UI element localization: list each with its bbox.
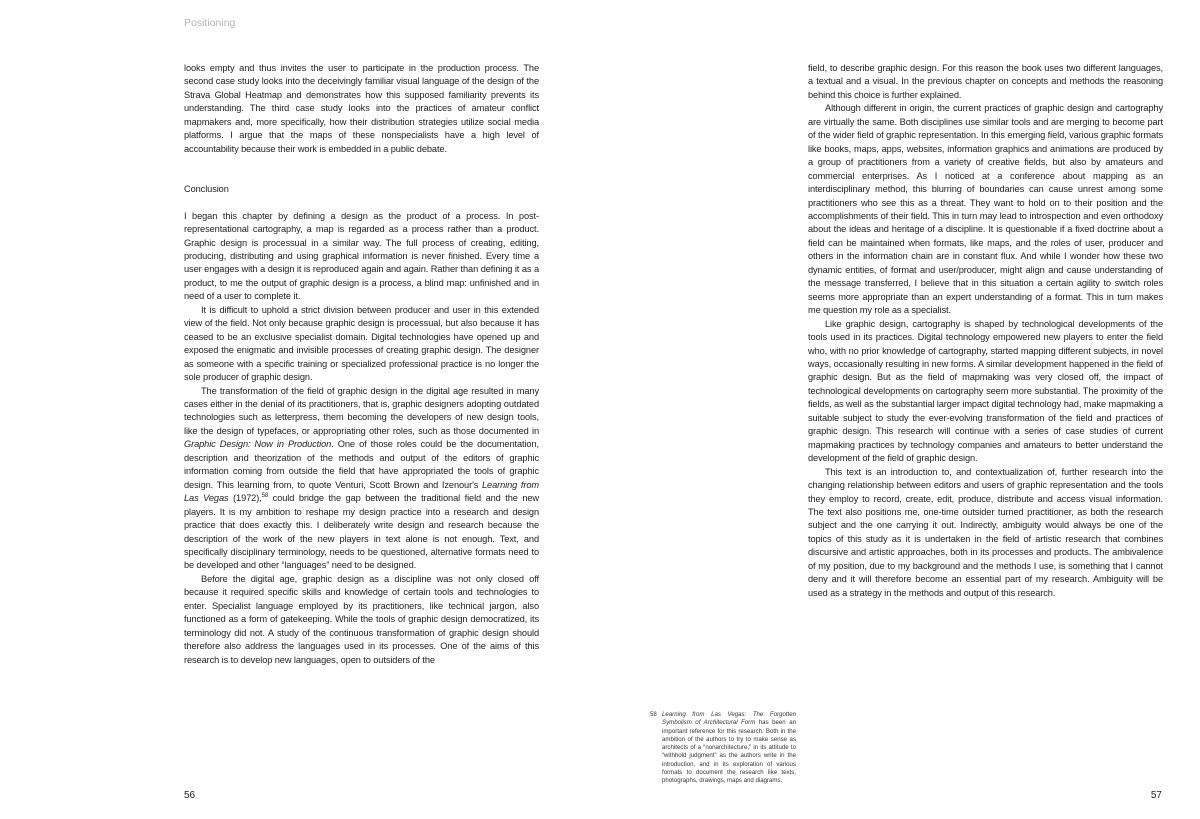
footnote-body: has been an important reference for this research. Both in the ambition of the authors to try to make sense as architects of a “nonarchitecture,” in its attitude to “withhold judgment” as the authors write in the introduction, and in its exploration of various formats to document the research like texts, photographs, drawings, maps and diagrams.	[662, 719, 796, 785]
footnote-number: 58	[650, 711, 657, 718]
footnote-book-title: Learning from Las Vegas: The Forgotten Symbolism of Architectural Form	[662, 711, 796, 727]
text-run: could bridge the gap between the traditional field and the new players. It is my ambition to reshape my design practice into a research and design practice that does exactly this. I deliberately write design and research because the description of the work of the new players in text alone is not enough. Text, and specifically disciplinary terminology, needs to be questioned, alternative formats need to be developed and other “languages” need to be designed.	[184, 493, 539, 571]
body-paragraph	[184, 385, 539, 573]
footnote	[650, 711, 796, 786]
body-paragraph: Although different in origin, the current practices of graphic design and cartography are virtually the same. Both disciplines use similar tools and are merging to become part of the wider field of graphic representation. In this emerging field, various graphic formats like books, maps, apps, websites, information graphics and animations are produced by a group of practitioners from a variety of creative fields, but also by amateurs and commercial enterprises. As I noticed at a conference about mapping as an interdisciplinary method, this blurring of boundaries can cause unrest among some practitioners who see this as a threat. They want to hold on to their position and the accomplishments of their field. This in turn may lead to introspection and even orthodoxy about the ideas and heritage of a discipline. It is questionable if a fixed doctrine about a field can be maintained when formats, like maps, and the roles of user, producer and others in the information chain are in constant flux. And while I wonder how these two dynamic entities, of format and user/producer, might align and cause understanding of the message transferred, I believe that in this situation a certain agility to switch roles seems more appropriate than an expert understanding of a format. This in turn makes me question my role as a specialist.	[808, 103, 1163, 316]
body-paragraph: Before the digital age, graphic design as a discipline was not only closed off because it required specific skills and knowledge of certain tools and technologies to enter. Specialist language employed by its practitioners, like technical jargon, also functioned as a form of gatekeeping. While the tools of graphic design democratized, its terminology did not. A study of the continuous transformation of graphic design should therefore also address the languages used in its processes. One of the aims of this research is to develop new languages, open to outsiders of the	[184, 573, 539, 665]
text-run: (1972),	[228, 493, 262, 504]
intro-paragraph: looks empty and thus invites the user to participate in the production process. The second case study looks into the deceivingly familiar visual language of the design of the Strava Global Heatmap and demonstrates how this supposed familiarity prevents its understanding. The third case study looks into the practices of amateur conflict mapmakers and, more specifically, how their distribution strategies utilize social media platforms. I argue that the maps of these nonspecialists have a high level of accountability because their work is embedded in a public debate.	[184, 63, 539, 154]
right-text-column	[808, 62, 1163, 600]
book-title: Graphic Design: Now in Production	[184, 439, 332, 450]
body-paragraph: field, to describe graphic design. For this reason the book uses two different languages, a textual and a visual. In the previous chapter on concepts and methods the reasoning behind this choice is further explained.	[808, 63, 1163, 100]
text-run: The transformation of the field of graphic design in the digital age resulted in many cases either in the denial of its practitioners, that is, graphic designers adopting outdated technologies such as letterpress, them becoming the developers of new design tools, like the design of typefaces, or appropriating other roles, such as those documented in	[184, 385, 539, 436]
page-number-right: 57	[1150, 790, 1162, 801]
footnote-text	[662, 711, 796, 786]
running-head: Positioning	[184, 17, 236, 29]
left-text-column	[184, 62, 539, 667]
footnote-reference[interactable]: 58	[261, 493, 269, 500]
body-paragraph: I began this chapter by defining a design as the product of a process. In post-representational cartography, a map is regarded as a process rather than a product. Graphic design is processual in a similar way. The full process of creating, editing, producing, distributing and using graphical information is never finished. Every time a user engages with a design it is reproduced again and again. Rather than defining it as a product, to me the output of graphic design is a process, a blind map: unfinished and in need of a user to complete it.	[184, 210, 539, 302]
body-paragraph: It is difficult to uphold a strict division between producer and user in this extended view of the field. Not only because graphic design is processual, but also because it has ceased to be an exclusive specialist domain. Digital technologies have opened up and exposed the enigmatic and invisible processes of creating graphic design. The designer as someone with a specific training or specialized professional practice is no longer the sole producer of graphic design.	[184, 304, 539, 383]
page-number-left: 56	[184, 790, 196, 801]
text-run: . One of those roles could be the documentation, description and theorization of the methods and output of the editors of graphic information coming from outside the field that have appropriated the tools of graphic design. This learning from, to quote Venturi, Scott Brown and Izenour's	[184, 439, 539, 490]
section-heading: Conclusion	[184, 184, 229, 195]
body-paragraph: This text is an introduction to, and contextualization of, further research into the changing relationship between editors and users of graphic representation and the tools they employ to record, create, edit, produce, distribute and access visual information. The text also positions me, one-time outsider turned practitioner, as both the research subject and the one carrying it out. Indirectly, ambiguity would always be one of the topics of this study as it is undertaken in the field of artistic research that combines discursive and artistic approaches, both in its processes and products. The ambivalence of my position, due to my background and the methods I use, is something that I cannot deny and it will therefore become an essential part of my research. Ambiguity will be used as a strategy in the methods and output of this research.	[808, 466, 1163, 598]
body-paragraph: Like graphic design, cartography is shaped by technological developments of the tools used in its practices. Digital technology empowered new players to enter the field who, with no prior knowledge of cartography, started mapping different subjects, in novel ways, occasionally resulting in new forms. A similar development happened in the field of graphic design. But as the field of mapmaking was very closed off, the impact of technological developments on cartography seem more substantial. The proximity of the fields, as well as the substantial larger impact digital technology had, make mapmaking a suitable subject to study the ever-evolving transformation of the field and practices of graphic design. This research will continue with a series of case studies of current mapmaking practices by technology companies and amateurs to better understand the development of the field of graphic design.	[808, 318, 1163, 464]
book-title: Learning from Las Vegas	[184, 479, 539, 504]
